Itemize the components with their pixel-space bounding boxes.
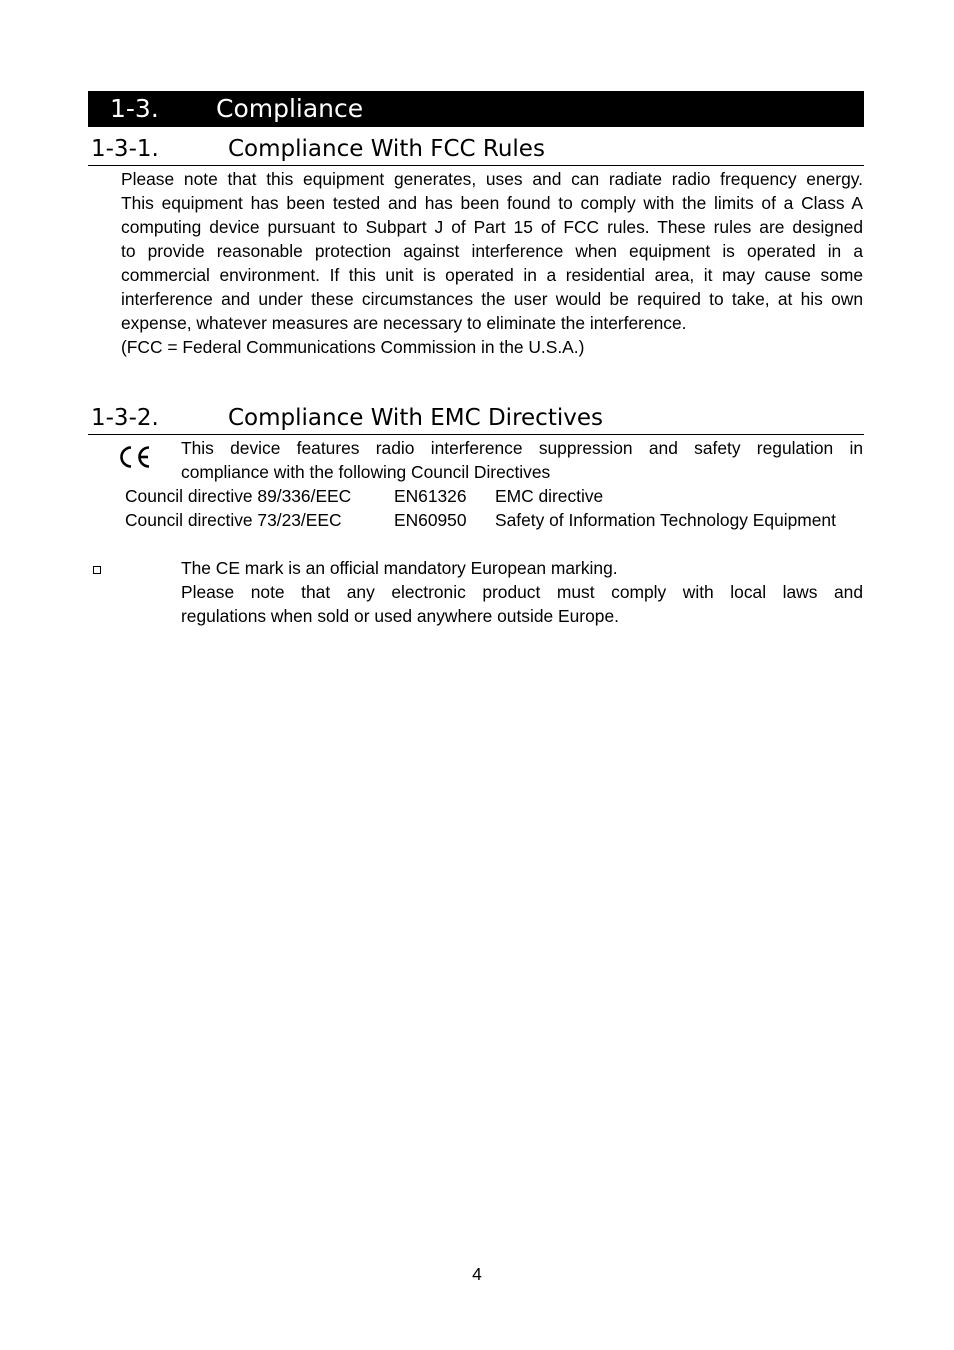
section-header (88, 91, 864, 127)
page-number: 4 (472, 1264, 482, 1284)
directive-council: Council directive 73/23/EEC (125, 510, 342, 530)
fcc-line: computing device pursuant to Subpart J of Part 15 of FCC rules. These rules are designed (121, 217, 863, 237)
fcc-line: commercial environment. If this unit is operated in a residential area, it may cause some (121, 265, 863, 285)
emc-heading-number: 1-3-2. (91, 405, 159, 431)
emc-heading (88, 402, 864, 435)
ce-mark-icon (116, 443, 152, 471)
square-bullet-icon (93, 566, 101, 574)
section-number: 1-3. (110, 94, 159, 123)
fcc-note: (FCC = Federal Communications Commission in the U.S.A.) (121, 337, 585, 357)
ce-note-line: Please note that any electronic product must comply with local laws and (181, 582, 863, 602)
directive-row (125, 484, 865, 508)
fcc-paragraph (121, 167, 863, 359)
fcc-line: This equipment has been tested and has been found to comply with the limits of a Class A (121, 193, 863, 213)
ce-note-line: regulations when sold or used anywhere outside Europe. (181, 606, 619, 626)
emc-intro-paragraph (181, 436, 863, 484)
directive-standard: EN61326 (394, 486, 467, 506)
fcc-line: interference and under these circumstances the user would be required to take, at his own (121, 289, 863, 309)
fcc-heading-title: Compliance With FCC Rules (228, 136, 545, 162)
fcc-heading (88, 133, 864, 166)
fcc-line: to provide reasonable protection against interference when equipment is operated in a (121, 241, 863, 261)
fcc-line: Please note that this equipment generates, uses and can radiate radio frequency energy. (121, 169, 863, 189)
section-title: Compliance (216, 94, 364, 123)
directive-description: EMC directive (495, 486, 604, 506)
ce-note-line: The CE mark is an official mandatory European marking. (181, 558, 618, 578)
emc-heading-title: Compliance With EMC Directives (228, 405, 603, 431)
ce-note-paragraph (181, 556, 863, 628)
directive-standard: EN60950 (394, 510, 467, 530)
directive-council: Council directive 89/336/EEC (125, 486, 352, 506)
fcc-heading-number: 1-3-1. (91, 136, 159, 162)
emc-intro-line: compliance with the following Council Directives (181, 462, 551, 482)
directive-description: Safety of Information Technology Equipment (495, 510, 836, 530)
emc-intro-line: This device features radio interference suppression and safety regulation in (181, 438, 863, 458)
directive-row (125, 508, 865, 532)
fcc-line: expense, whatever measures are necessary to eliminate the interference. (121, 313, 687, 333)
